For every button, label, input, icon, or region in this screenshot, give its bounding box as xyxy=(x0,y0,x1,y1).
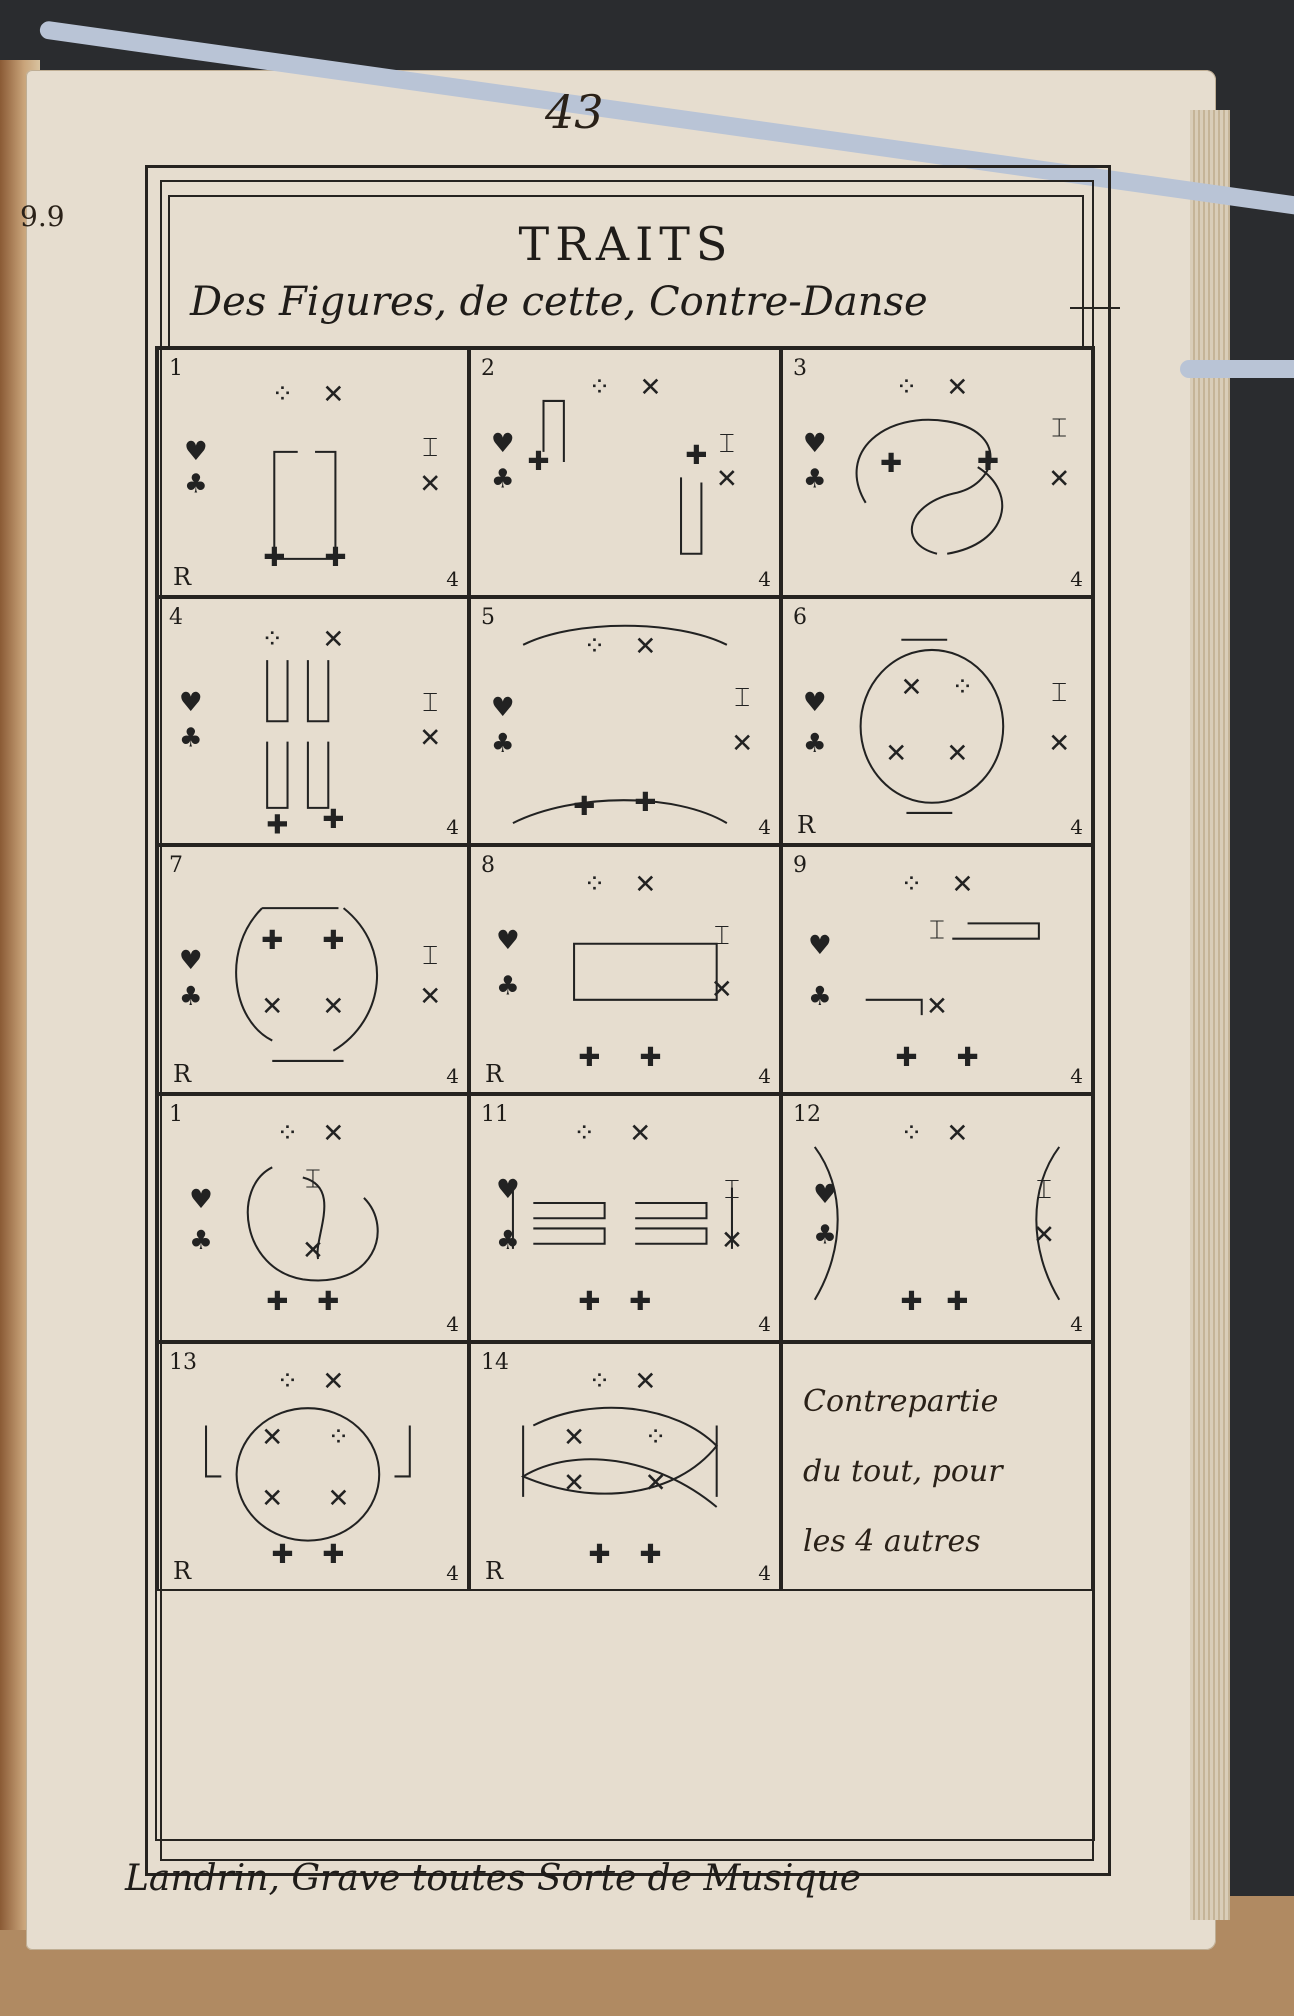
svg-text:✚: ✚ xyxy=(895,1042,918,1074)
svg-text:⌶: ⌶ xyxy=(734,681,751,713)
svg-text:⁘: ⁘ xyxy=(900,868,923,900)
svg-text:✕: ✕ xyxy=(634,630,657,662)
svg-text:⌶: ⌶ xyxy=(305,1163,321,1195)
figure-cell xyxy=(469,348,781,597)
svg-text:✕: ✕ xyxy=(634,1365,657,1397)
svg-text:✕: ✕ xyxy=(644,1467,667,1499)
svg-text:⁘: ⁘ xyxy=(588,1365,611,1397)
figure-cell xyxy=(157,348,469,597)
svg-text:♣: ♣ xyxy=(813,1219,837,1251)
svg-text:⌶: ⌶ xyxy=(422,431,439,463)
svg-text:♣: ♣ xyxy=(178,722,203,754)
note-cell xyxy=(781,1342,1093,1591)
figure-mark: R xyxy=(173,1556,192,1585)
svg-text:⁘: ⁘ xyxy=(276,1365,299,1397)
figure-number: 11 xyxy=(481,1101,509,1127)
bookmark-string-lower xyxy=(1180,360,1294,378)
svg-text:✕: ✕ xyxy=(322,1365,345,1397)
figure-cell xyxy=(469,1094,781,1343)
dance-diagram xyxy=(159,847,467,1092)
note-line-3: les 4 autres xyxy=(803,1524,981,1559)
svg-text:♥: ♥ xyxy=(183,436,208,468)
figure-number: 12 xyxy=(793,1101,821,1127)
figure-count: 4 xyxy=(1070,1063,1083,1088)
svg-text:✚: ✚ xyxy=(900,1285,923,1317)
figure-number: 1 xyxy=(169,1101,183,1127)
svg-text:⌶: ⌶ xyxy=(1051,412,1068,444)
svg-text:⁘: ⁘ xyxy=(276,1117,299,1149)
svg-text:✚: ✚ xyxy=(629,1285,652,1317)
figure-count: 4 xyxy=(1070,1312,1083,1336)
figure-number: 13 xyxy=(169,1350,197,1375)
svg-text:✕: ✕ xyxy=(710,973,733,1005)
figure-cell xyxy=(781,845,1093,1094)
dance-diagram xyxy=(471,1344,779,1589)
figure-count: 4 xyxy=(758,1063,771,1088)
svg-text:✕: ✕ xyxy=(946,1117,969,1149)
figure-mark: R xyxy=(485,1556,504,1585)
figure-count: 4 xyxy=(446,1063,459,1088)
figure-number: 8 xyxy=(481,853,495,878)
dance-diagram xyxy=(471,1096,779,1341)
figure-count: 4 xyxy=(1070,815,1083,839)
figure-count: 4 xyxy=(446,815,459,839)
svg-text:✕: ✕ xyxy=(946,737,969,769)
svg-text:✚: ✚ xyxy=(324,541,347,573)
svg-text:⁘: ⁘ xyxy=(327,1421,350,1453)
svg-text:⁘: ⁘ xyxy=(261,623,284,655)
svg-text:♣: ♣ xyxy=(490,463,515,495)
note-line-2: du tout, pour xyxy=(803,1454,1003,1489)
svg-text:✕: ✕ xyxy=(261,1421,284,1453)
engraver-footer: Landrin, Grave toutes Sorte de Musique xyxy=(125,1858,862,1899)
svg-text:⁘: ⁘ xyxy=(951,671,974,703)
dance-diagram xyxy=(783,350,1091,595)
svg-text:✕: ✕ xyxy=(322,623,345,655)
svg-text:⌶: ⌶ xyxy=(929,914,945,946)
page-number: 43 xyxy=(545,85,604,139)
svg-text:⁘: ⁘ xyxy=(895,371,918,403)
svg-text:✚: ✚ xyxy=(322,1539,345,1571)
svg-text:✚: ✚ xyxy=(976,446,1000,478)
svg-text:♣: ♣ xyxy=(495,970,520,1002)
svg-text:♣: ♣ xyxy=(178,980,203,1012)
figure-grid xyxy=(155,346,1095,1841)
svg-text:♥: ♥ xyxy=(495,924,520,956)
page-stack-edge xyxy=(1190,110,1230,1920)
svg-text:✚: ✚ xyxy=(634,786,657,818)
svg-text:✚: ✚ xyxy=(956,1042,979,1074)
dance-diagram xyxy=(783,847,1091,1092)
svg-text:✕: ✕ xyxy=(900,671,923,703)
svg-text:♣: ♣ xyxy=(490,727,515,759)
svg-text:✕: ✕ xyxy=(634,868,657,900)
svg-text:✕: ✕ xyxy=(715,463,738,495)
plate-title: TRAITS xyxy=(518,217,734,271)
svg-text:✚: ✚ xyxy=(322,803,345,835)
svg-text:✕: ✕ xyxy=(562,1467,586,1499)
margin-number: 9.9 xyxy=(20,200,65,233)
svg-text:✕: ✕ xyxy=(925,991,949,1023)
svg-text:✕: ✕ xyxy=(1048,727,1071,759)
svg-text:✚: ✚ xyxy=(266,808,289,840)
figure-number: 6 xyxy=(793,604,807,630)
svg-text:✕: ✕ xyxy=(301,1234,325,1266)
svg-text:✚: ✚ xyxy=(261,924,284,956)
svg-text:✚: ✚ xyxy=(685,440,708,472)
figure-number: 9 xyxy=(793,853,807,878)
title-box xyxy=(168,195,1084,349)
svg-text:♣: ♣ xyxy=(807,980,832,1012)
figure-cell xyxy=(469,1342,781,1591)
svg-text:♣: ♣ xyxy=(802,463,827,495)
svg-text:✚: ✚ xyxy=(578,1042,601,1074)
svg-text:✕: ✕ xyxy=(731,727,754,759)
svg-text:⌶: ⌶ xyxy=(422,940,439,972)
figure-number: 2 xyxy=(481,356,495,381)
svg-text:✚: ✚ xyxy=(880,448,903,480)
svg-text:⁘: ⁘ xyxy=(900,1117,923,1149)
svg-text:♥: ♥ xyxy=(490,691,515,723)
plate-subtitle: Des Figures, de cette, Contre-Danse xyxy=(190,279,928,325)
svg-text:✚: ✚ xyxy=(527,446,550,478)
figure-mark: R xyxy=(173,562,192,591)
svg-text:♣: ♣ xyxy=(495,1224,520,1256)
svg-text:✚: ✚ xyxy=(317,1285,340,1317)
svg-text:✚: ✚ xyxy=(266,1285,289,1317)
svg-text:⁘: ⁘ xyxy=(583,868,606,900)
svg-text:✕: ✕ xyxy=(639,371,662,403)
figure-number: 1 xyxy=(169,356,183,381)
svg-text:✕: ✕ xyxy=(419,980,442,1012)
dance-diagram xyxy=(471,847,779,1092)
svg-text:♥: ♥ xyxy=(490,427,515,459)
figure-count: 4 xyxy=(446,1312,459,1336)
figure-mark: R xyxy=(173,1059,192,1088)
svg-text:✕: ✕ xyxy=(261,1483,284,1514)
svg-text:✕: ✕ xyxy=(327,1483,350,1514)
figure-count: 4 xyxy=(758,1312,771,1336)
svg-text:✚: ✚ xyxy=(578,1285,601,1317)
dance-diagram xyxy=(159,599,467,844)
svg-text:✕: ✕ xyxy=(1032,1219,1056,1251)
svg-text:✚: ✚ xyxy=(263,541,286,573)
figure-number: 5 xyxy=(481,604,495,630)
svg-text:♥: ♥ xyxy=(802,427,827,459)
svg-text:⁘: ⁘ xyxy=(573,1117,596,1149)
svg-text:✕: ✕ xyxy=(562,1421,586,1453)
svg-text:♥: ♥ xyxy=(807,929,832,961)
svg-text:⌶: ⌶ xyxy=(422,686,439,718)
figure-mark: R xyxy=(797,811,816,839)
svg-text:✕: ✕ xyxy=(322,378,345,410)
subtitle-flourish xyxy=(1070,307,1120,309)
svg-text:✕: ✕ xyxy=(261,991,284,1023)
figure-cell xyxy=(469,845,781,1094)
figure-number: 7 xyxy=(169,853,183,878)
figure-number: 3 xyxy=(793,356,807,381)
svg-text:♥: ♥ xyxy=(495,1173,520,1205)
svg-text:⁘: ⁘ xyxy=(588,371,611,403)
svg-text:✚: ✚ xyxy=(271,1539,294,1571)
svg-text:✕: ✕ xyxy=(1048,463,1071,495)
figure-cell xyxy=(157,1342,469,1591)
figure-count: 4 xyxy=(446,566,459,591)
svg-text:⌶: ⌶ xyxy=(1051,676,1068,708)
svg-text:✕: ✕ xyxy=(419,468,442,500)
svg-text:♣: ♣ xyxy=(189,1224,213,1256)
figure-count: 4 xyxy=(1070,566,1083,591)
figure-number: 4 xyxy=(169,604,183,630)
figure-mark: R xyxy=(485,1059,504,1088)
svg-text:✚: ✚ xyxy=(573,790,596,822)
dance-diagram xyxy=(159,350,467,595)
figure-count: 4 xyxy=(758,815,771,839)
svg-text:✕: ✕ xyxy=(951,868,974,900)
svg-text:✕: ✕ xyxy=(720,1224,744,1256)
svg-text:✕: ✕ xyxy=(629,1117,652,1149)
figure-cell xyxy=(781,597,1093,846)
svg-text:✕: ✕ xyxy=(885,737,908,769)
svg-text:♥: ♥ xyxy=(189,1183,213,1215)
figure-number: 14 xyxy=(481,1350,509,1375)
figure-cell xyxy=(469,597,781,846)
svg-text:⌶: ⌶ xyxy=(724,1173,740,1205)
svg-text:⌶: ⌶ xyxy=(713,919,730,951)
dance-diagram xyxy=(471,350,779,595)
svg-text:♥: ♥ xyxy=(178,686,203,718)
svg-text:✚: ✚ xyxy=(322,924,345,956)
figure-cell xyxy=(157,597,469,846)
figure-cell xyxy=(781,1094,1093,1343)
svg-text:✚: ✚ xyxy=(639,1042,662,1074)
figure-count: 4 xyxy=(758,566,771,591)
figure-count: 4 xyxy=(758,1560,771,1585)
dance-diagram xyxy=(159,1096,467,1341)
svg-text:⌶: ⌶ xyxy=(1036,1173,1052,1205)
svg-text:✚: ✚ xyxy=(588,1539,611,1571)
svg-text:♣: ♣ xyxy=(802,727,827,759)
figure-cell xyxy=(157,1094,469,1343)
svg-text:✕: ✕ xyxy=(419,722,442,754)
svg-text:⁘: ⁘ xyxy=(644,1421,667,1453)
svg-text:✚: ✚ xyxy=(946,1285,969,1317)
dance-diagram xyxy=(471,599,779,844)
note-line-1: Contrepartie xyxy=(803,1384,999,1419)
svg-text:♥: ♥ xyxy=(802,686,827,718)
svg-text:✚: ✚ xyxy=(639,1539,662,1571)
svg-text:✕: ✕ xyxy=(946,371,969,403)
figure-cell xyxy=(157,845,469,1094)
svg-text:✕: ✕ xyxy=(322,991,345,1023)
figure-cell xyxy=(781,348,1093,597)
svg-text:⁘: ⁘ xyxy=(583,630,606,662)
figure-count: 4 xyxy=(446,1560,459,1585)
svg-text:⌶: ⌶ xyxy=(718,427,735,459)
dance-diagram xyxy=(159,1344,467,1589)
svg-text:⁘: ⁘ xyxy=(271,378,294,410)
svg-text:♥: ♥ xyxy=(178,945,203,977)
svg-text:♥: ♥ xyxy=(813,1178,837,1210)
svg-text:♣: ♣ xyxy=(183,468,208,500)
dance-diagram xyxy=(783,599,1091,844)
svg-text:✕: ✕ xyxy=(322,1117,345,1149)
dance-diagram xyxy=(783,1096,1091,1341)
